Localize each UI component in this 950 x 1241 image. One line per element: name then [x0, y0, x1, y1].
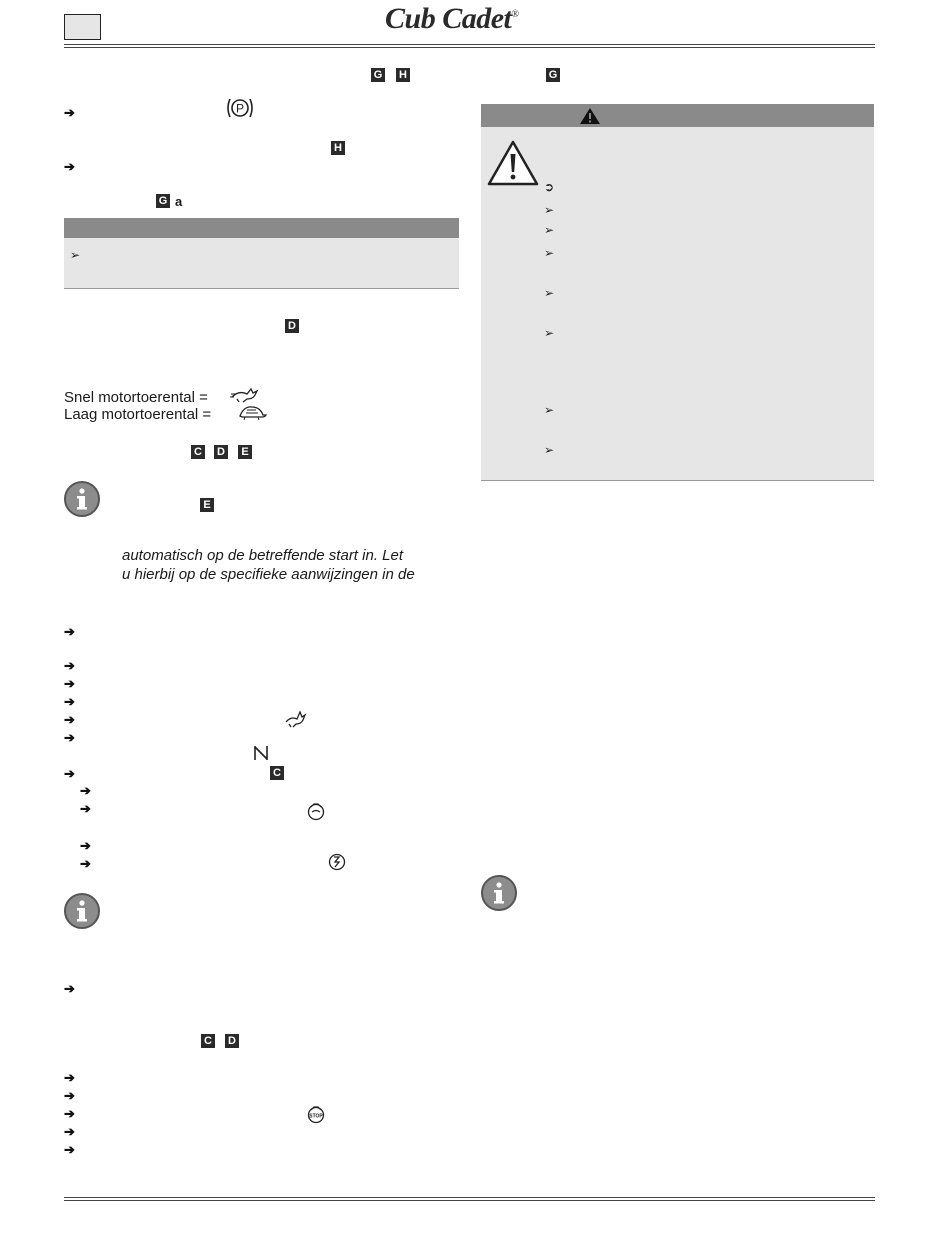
bullet-arrow: ➔: [64, 105, 75, 120]
brand-logo: Cub Cadet®: [385, 2, 519, 35]
bullet-arrow: ➔: [64, 730, 75, 745]
badge-d: D: [214, 445, 228, 459]
badge-d: D: [225, 1034, 239, 1048]
bullet-arrow: ➔: [64, 1070, 75, 1085]
bullet-arrow: ➔: [64, 712, 75, 727]
header-rule: [64, 44, 875, 45]
badge-h: H: [331, 141, 345, 155]
badge-e: E: [200, 498, 214, 512]
footer-rule: [64, 1197, 875, 1198]
badge-g: G: [371, 68, 385, 82]
bullet-chevron: ➢: [544, 326, 555, 340]
engine-speed-fast: Snel motortoerental =: [64, 389, 208, 406]
page-number-box: [64, 14, 101, 40]
neutral-icon: [253, 744, 269, 767]
bullet-chevron: ➢: [544, 246, 555, 260]
bullet-arrow: ➔: [64, 766, 75, 781]
info-icon: [64, 893, 100, 929]
engine-speed-slow: Laag motortoerental =: [64, 406, 212, 423]
ignition-start-icon: [327, 852, 347, 877]
badge-g: G: [546, 68, 560, 82]
info-note-line-1: automatisch op de betreffende start in. Let: [122, 547, 404, 564]
svg-text:STOP: STOP: [309, 1113, 323, 1120]
bullet-arrow: ➔: [64, 1088, 75, 1103]
badge-suffix: a: [175, 194, 183, 209]
bullet-arrow: ➔: [64, 1106, 75, 1121]
bullet-chevron: ➢: [544, 443, 555, 457]
sub-bullet-arrow: ➔: [80, 783, 91, 798]
bullet-arrow: ➔: [64, 159, 75, 174]
badge-g: G: [156, 194, 170, 208]
info-icon: [64, 481, 100, 517]
note-banner: [64, 218, 459, 238]
bullet-chevron: ➢: [544, 203, 555, 217]
warning-bottom-rule: [481, 480, 874, 481]
badge-d: D: [285, 319, 299, 333]
choke-icon: [306, 801, 326, 826]
bullet-arrow: ➔: [64, 694, 75, 709]
warning-panel: [481, 127, 874, 480]
badge-c: C: [201, 1034, 215, 1048]
note-bottom-rule: [64, 288, 459, 289]
footer-rule-2: [64, 1200, 875, 1201]
bullet-arrow: ➔: [64, 658, 75, 673]
stop-icon: [306, 1104, 326, 1129]
sub-bullet-arrow: ➔: [80, 856, 91, 871]
badge-h: H: [396, 68, 410, 82]
bullet-arrow: ➔: [64, 981, 75, 996]
badge-c: C: [270, 766, 284, 780]
note-panel: [64, 238, 459, 288]
sub-bullet-arrow: ➔: [80, 801, 91, 816]
bullet-chevron: ➢: [544, 403, 555, 417]
bullet-arrow: ➔: [64, 1124, 75, 1139]
info-icon: [481, 875, 517, 911]
header-rule-2: [64, 47, 875, 48]
bullet-chevron: ➢: [70, 248, 81, 262]
sub-bullet-arrow: ➔: [80, 838, 91, 853]
bullet-arrow: ➔: [64, 1142, 75, 1157]
rabbit-icon: [283, 707, 307, 734]
turtle-icon: [236, 404, 268, 427]
parking-brake-icon: [226, 97, 254, 124]
svg-text:P: P: [235, 101, 245, 116]
circle-arrow-bullet: ➲: [544, 180, 555, 194]
bullet-arrow: ➔: [64, 676, 75, 691]
bullet-arrow: ➔: [64, 624, 75, 639]
warning-banner: [481, 104, 874, 127]
badge-e: E: [238, 445, 252, 459]
warning-triangle-icon: [487, 140, 539, 191]
bullet-chevron: ➢: [544, 223, 555, 237]
info-note-line-2: u hierbij op de specifieke aanwijzingen in de: [122, 566, 415, 583]
badge-c: C: [191, 445, 205, 459]
bullet-chevron: ➢: [544, 286, 555, 300]
